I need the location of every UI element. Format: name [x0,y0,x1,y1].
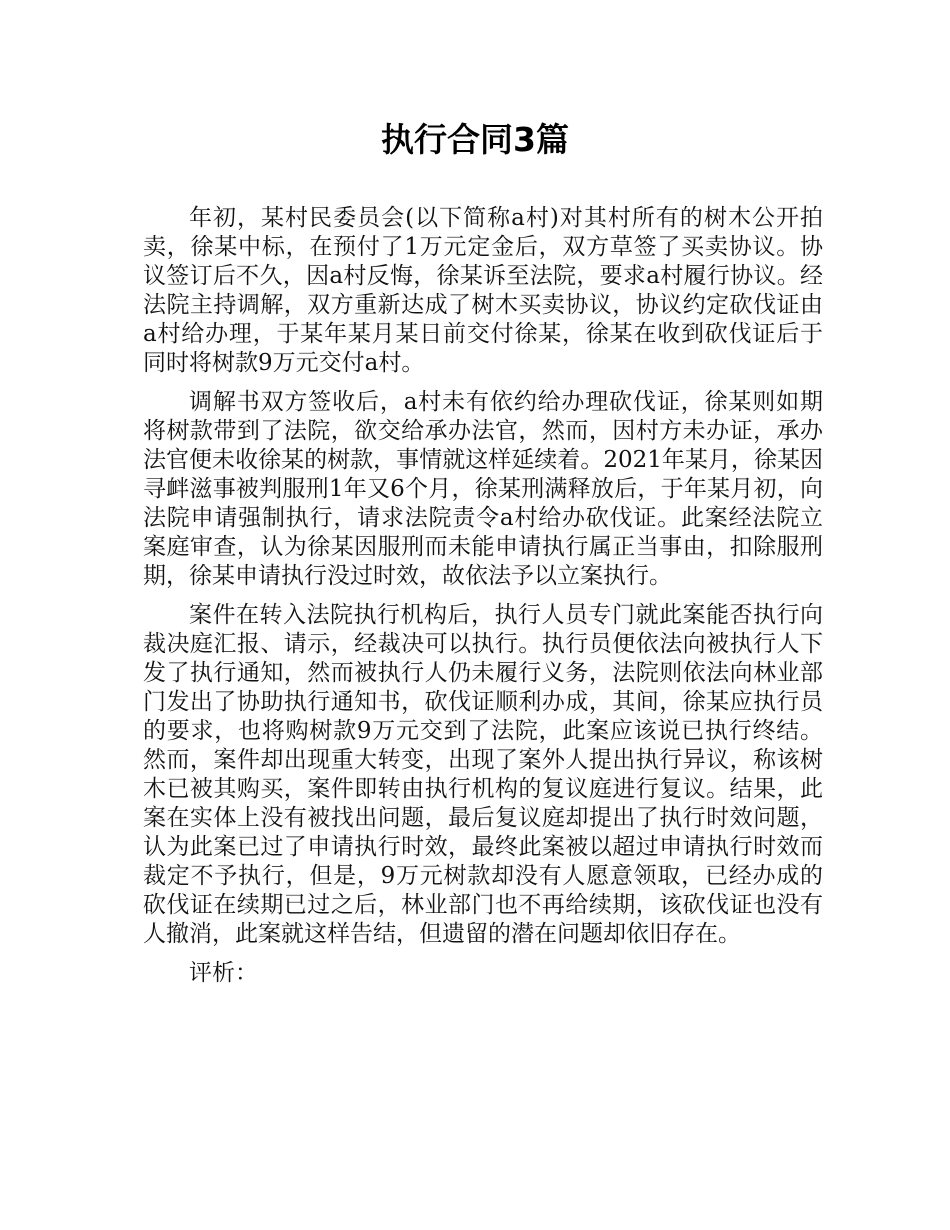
paragraph-3: 案件在转入法院执行机构后，执行人员专门就此案能否执行向裁决庭汇报、请示，经裁决可以执行。执行员便依法向被执行人下发了执行通知，然而被执行人仍未履行义务，法院则依法向林业部门发出了协助执行通知书，砍伐证顺利办成，其间，徐某应执行员的要求，也将购树款9万元交到了法院，此案应该说已执行终结。然而，案件却出现重大转变，出现了案外人提出执行异议，称该树木已被其购买，案件即转由执行机构的复议庭进行复议。结果，此案在实体上没有被找出问题，最后复议庭却提出了执行时效问题，认为此案已过了申请执行时效，最终此案被以超过申请执行时效而裁定不予执行，但是，9万元树款却没有人愿意领取，已经办成的砍伐证在续期已过之后，林业部门也不再给续期，该砍伐证也没有人撤消，此案就这样告结，但遗留的潜在问题却依旧存在。 [143,602,823,947]
document-body [143,204,823,998]
paragraph-4: 评析： [189,960,258,986]
paragraph-1: 年初，某村民委员会(以下简称a村)对其村所有的树木公开拍卖，徐某中标，在预付了1万元定金后，双方草签了买卖协议。协议签订后不久，因a村反悔，徐某诉至法院，要求a村履行协议。经法院主持调解，双方重新达成了树木买卖协议，协议约定砍伐证由a村给办理，于某年某月某日前交付徐某，徐某在收到砍伐证后于同时将树款9万元交付a村。 [143,205,823,376]
document-title: 执行合同3篇 [381,120,569,159]
paragraph-2: 调解书双方签收后，a村未有依约给办理砍伐证，徐某则如期将树款带到了法院，欲交给承办法官，然而，因村方未办证，承办法官便未收徐某的树款，事情就这样延续着。2021年某月，徐某因寻衅滋事被判服刑1年又6个月，徐某刑满释放后，于年某月初，向法院申请强制执行，请求法院责令a村给办砍伐证。此案经法院立案庭审查，认为徐某因服刑而未能申请执行属正当事由，扣除服刑期，徐某申请执行没过时效，故依法予以立案执行。 [143,389,823,589]
